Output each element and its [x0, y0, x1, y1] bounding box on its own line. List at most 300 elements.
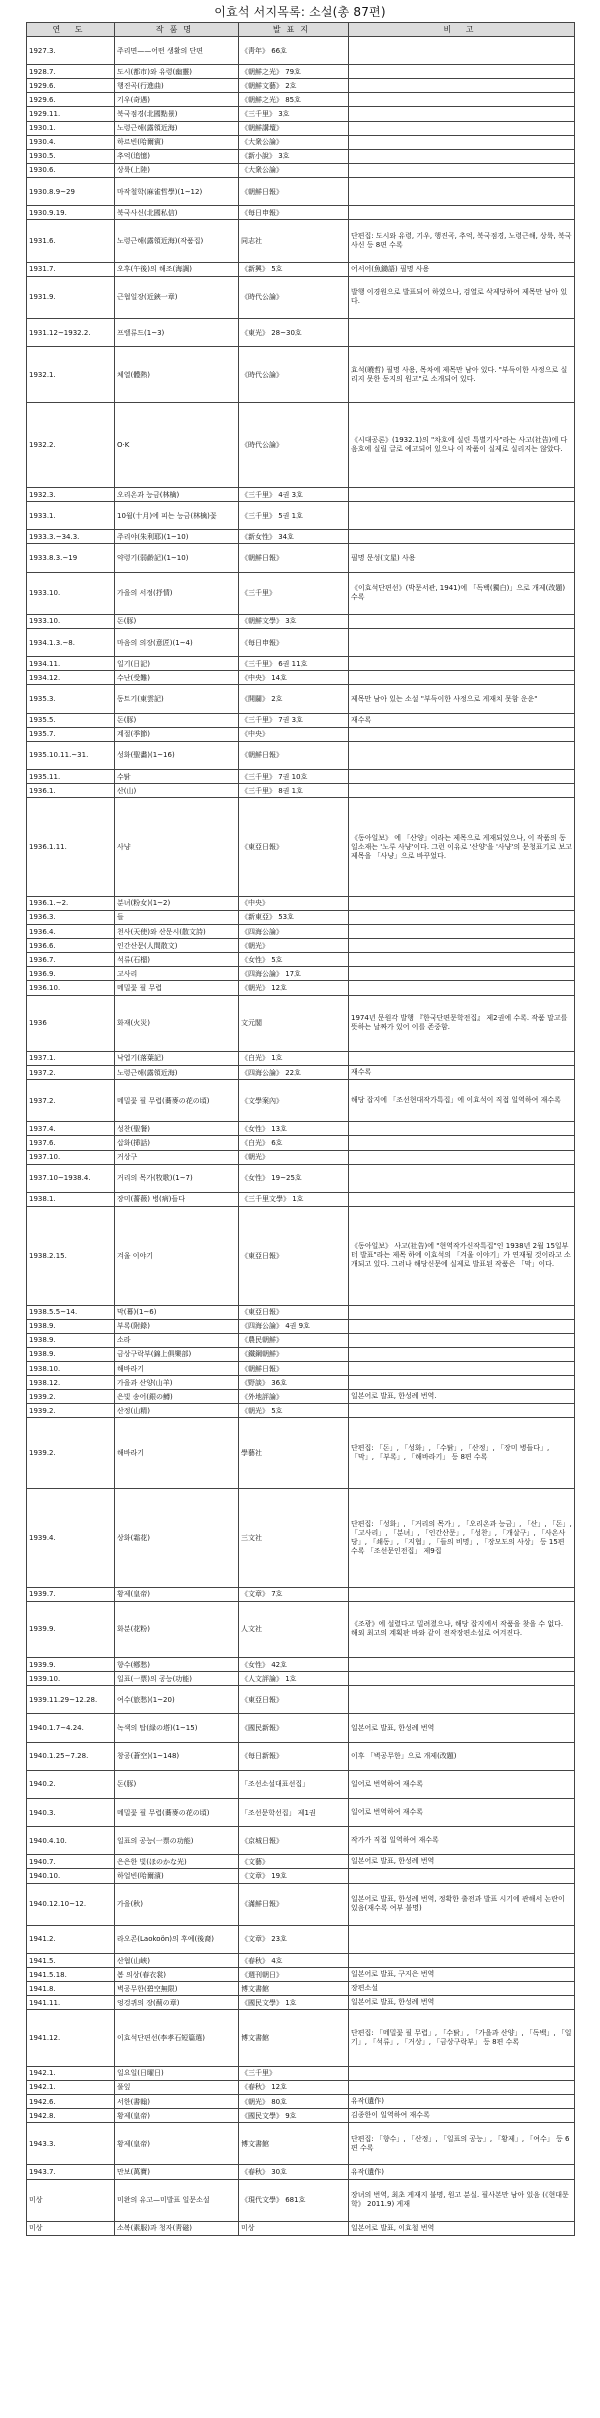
cell-note	[349, 741, 575, 769]
cell-work: 수탉	[115, 769, 239, 783]
cell-work: 노령근해(露領近海)	[115, 1065, 239, 1079]
table-row	[27, 657, 575, 671]
cell-publication: 《現代文學》 681호	[239, 2179, 349, 2221]
cell-publication: 《三千里》	[239, 2066, 349, 2080]
cell-note	[349, 149, 575, 163]
cell-year: 1938.2.15.	[27, 1206, 115, 1305]
cell-publication: 《文章》 23호	[239, 1925, 349, 1953]
cell-year: 1932.1.	[27, 347, 115, 403]
cell-publication: 《野談》 36호	[239, 1376, 349, 1390]
cell-note	[349, 1404, 575, 1418]
column-header-work: 작품명	[115, 23, 239, 37]
cell-publication: 《朝鮮日報》	[239, 741, 349, 769]
cell-publication: 《人文評論》 1호	[239, 1672, 349, 1686]
cell-publication: 學藝社	[239, 1418, 349, 1489]
table-row	[27, 276, 575, 318]
cell-work: 약령기(弱齡記)(1~10)	[115, 544, 239, 572]
cell-note	[349, 910, 575, 924]
cell-year: 1934.12.	[27, 671, 115, 685]
cell-year: 미상	[27, 2179, 115, 2221]
cell-year: 미상	[27, 2221, 115, 2235]
table-row	[27, 1601, 575, 1657]
cell-work: 풀잎	[115, 2080, 239, 2094]
cell-note: 유작(遺作)	[349, 2165, 575, 2179]
cell-work: 산(山)	[115, 784, 239, 798]
cell-work: 주리야(朱利耶)(1~10)	[115, 530, 239, 544]
cell-year: 1942.6.	[27, 2094, 115, 2108]
cell-publication: 《時代公論》	[239, 403, 349, 488]
cell-note	[349, 65, 575, 79]
cell-year: 1938.10.	[27, 1362, 115, 1376]
table-row	[27, 910, 575, 924]
cell-note	[349, 502, 575, 530]
works-table-body	[27, 37, 575, 2236]
cell-year: 1931.7.	[27, 262, 115, 276]
table-row	[27, 614, 575, 628]
cell-note	[349, 37, 575, 65]
table-row	[27, 967, 575, 981]
cell-publication: 《朝鮮之光》 79호	[239, 65, 349, 79]
table-row	[27, 121, 575, 135]
cell-publication: 《東光》 28~30호	[239, 318, 349, 346]
cell-publication: 《東亞日報》	[239, 1305, 349, 1319]
cell-work: 라오콘(Laokoön)의 후예(後裔)	[115, 1925, 239, 1953]
cell-work: 돈(豚)	[115, 713, 239, 727]
cell-publication: 《朝鮮日報》	[239, 177, 349, 205]
table-row	[27, 220, 575, 262]
table-row	[27, 925, 575, 939]
column-header-year: 연 도	[27, 23, 115, 37]
cell-publication: 《三千里》 3호	[239, 107, 349, 121]
cell-work: 추억(追憶)	[115, 149, 239, 163]
cell-work: 녹색의 탑(緑の塔)(1~15)	[115, 1714, 239, 1742]
cell-note	[349, 1051, 575, 1065]
cell-year: 1942.1.	[27, 2066, 115, 2080]
table-row	[27, 1672, 575, 1686]
cell-year: 1936.3.	[27, 910, 115, 924]
table-row	[27, 784, 575, 798]
cell-year: 1935.11.	[27, 769, 115, 783]
cell-note	[349, 135, 575, 149]
cell-note	[349, 981, 575, 995]
cell-work: O·K	[115, 403, 239, 488]
cell-year: 1937.2.	[27, 1080, 115, 1122]
cell-publication: 《三千里》 7권 10호	[239, 769, 349, 783]
cell-year: 1935.3.	[27, 685, 115, 713]
cell-work: 성화(聖畵)(1~16)	[115, 741, 239, 769]
cell-note	[349, 1192, 575, 1206]
cell-work: 북국점경(北國點景)	[115, 107, 239, 121]
cell-work: 분녀(粉女)(1~2)	[115, 896, 239, 910]
cell-year: 1940.1.25~7.28.	[27, 1742, 115, 1770]
cell-publication: 《滿鮮日報》	[239, 1883, 349, 1925]
cell-publication: 《朝鮮之光》 85호	[239, 93, 349, 107]
cell-note	[349, 488, 575, 502]
cell-work: 막(幕)(1~6)	[115, 1305, 239, 1319]
cell-note	[349, 93, 575, 107]
table-row	[27, 488, 575, 502]
cell-year: 1940.4.10.	[27, 1827, 115, 1855]
column-header-note: 비 고	[349, 23, 575, 37]
table-row	[27, 939, 575, 953]
table-row	[27, 1770, 575, 1798]
table-row	[27, 798, 575, 897]
table-row	[27, 2123, 575, 2165]
table-row	[27, 713, 575, 727]
cell-year: 1927.3.	[27, 37, 115, 65]
cell-publication: 《開闢》 2호	[239, 685, 349, 713]
cell-work: 일표(一票)의 공능(功能)	[115, 1672, 239, 1686]
table-row	[27, 2221, 575, 2235]
cell-year: 1939.10.	[27, 1672, 115, 1686]
cell-work: 오후(午後)의 해조(海調)	[115, 262, 239, 276]
cell-note: 발행 이경원으로 발표되어 하였으나, 검열로 삭제당하여 제목만 남아 있다.	[349, 276, 575, 318]
cell-work: 10월(十月)에 피는 능금(林檎)꽃	[115, 502, 239, 530]
table-row	[27, 1488, 575, 1587]
table-row	[27, 2179, 575, 2221]
cell-year: 1936.4.	[27, 925, 115, 939]
cell-year: 1935.5.	[27, 713, 115, 727]
cell-year: 1931.12~1932.2.	[27, 318, 115, 346]
cell-year: 1930.8.9~29	[27, 177, 115, 205]
cell-year: 1940.1.7~4.24.	[27, 1714, 115, 1742]
cell-note: 유작(遺作)	[349, 2094, 575, 2108]
cell-year: 1936.1.~2.	[27, 896, 115, 910]
cell-work: 사냥	[115, 798, 239, 897]
cell-year: 1938.5.5~14.	[27, 1305, 115, 1319]
cell-note	[349, 1954, 575, 1968]
table-row	[27, 1206, 575, 1305]
cell-year: 1939.9.	[27, 1601, 115, 1657]
table-row	[27, 671, 575, 685]
cell-work: 동트기(東雲記)	[115, 685, 239, 713]
cell-note	[349, 657, 575, 671]
cell-work: 서한(書翰)	[115, 2094, 239, 2108]
cell-note: 단편집: 「성화」, 「거리의 목가」, 「오리온과 능금」, 「산」, 「돈」, 「고사리」, 「분녀」, 「인간산문」, 「성찬」, 「개살구」, 「사온사당」, 「쇄동」, 「지협」, 「들의 비명」, 「장모도의 사상」 등 15편 수록 「조선문인전집」 제9집	[349, 1488, 575, 1587]
cell-work: 들	[115, 910, 239, 924]
cell-publication: 《三千里》	[239, 572, 349, 614]
cell-year: 1934.11.	[27, 657, 115, 671]
table-row	[27, 206, 575, 220]
cell-work: 소복(素服)과 청자(靑磁)	[115, 2221, 239, 2235]
cell-year: 1940.12.10~12.	[27, 1883, 115, 1925]
cell-work: 인간산문(人間散文)	[115, 939, 239, 953]
table-row	[27, 1982, 575, 1996]
cell-work: 소라	[115, 1333, 239, 1347]
cell-work: 미완의 유고—미발표 일문소설	[115, 2179, 239, 2221]
cell-year: 1929.6.	[27, 93, 115, 107]
cell-publication: 《三千里》 7권 3호	[239, 713, 349, 727]
cell-publication: 《中央》	[239, 896, 349, 910]
cell-note: 재수록	[349, 713, 575, 727]
table-row	[27, 502, 575, 530]
cell-note	[349, 2080, 575, 2094]
cell-work: 주리면——어떤 생활의 단편	[115, 37, 239, 65]
cell-year: 1943.3.	[27, 2123, 115, 2165]
cell-year: 1936.7.	[27, 953, 115, 967]
cell-note	[349, 1587, 575, 1601]
cell-note	[349, 530, 575, 544]
table-row	[27, 1051, 575, 1065]
cell-publication: 《大衆公論》	[239, 163, 349, 177]
cell-year: 1930.6.	[27, 163, 115, 177]
cell-work: 행진곡(行進曲)	[115, 79, 239, 93]
cell-note: 장편소설	[349, 1982, 575, 1996]
cell-work: 화분(花粉)	[115, 1601, 239, 1657]
cell-work: 산협(山峽)	[115, 1954, 239, 1968]
cell-note: 《동아일보》 사고(社告)에 "현역작가신작특집"인 1938년 2월 15일부터 발표"라는 제목 하에 이효석의 「겨울 이야기」가 연재될 것이라고 소개되고 있다. 그러나 해당신문에 실제로 발표된 작품은 「막」이다.	[349, 1206, 575, 1305]
column-header-publication: 발표지	[239, 23, 349, 37]
cell-publication: 《朝光》	[239, 939, 349, 953]
table-row	[27, 1855, 575, 1869]
cell-publication: 《國民文學》 1호	[239, 1996, 349, 2010]
cell-note	[349, 206, 575, 220]
cell-year: 1928.7.	[27, 65, 115, 79]
cell-work: 일요일(日曜日)	[115, 2066, 239, 2080]
cell-note: 일본어로 발표, 한성례 번역	[349, 1714, 575, 1742]
cell-year: 1938.9.	[27, 1347, 115, 1361]
cell-note: 일본어로 발표, 한성례 번역, 정확한 출전과 발표 시기에 관해서 논란이 있음(재수록 여부 불명)	[349, 1883, 575, 1925]
cell-work: 상륙(上陸)	[115, 163, 239, 177]
cell-note: 일어로 번역하여 재수록	[349, 1798, 575, 1826]
cell-year: 1932.3.	[27, 488, 115, 502]
cell-publication: 《春秋》 12호	[239, 2080, 349, 2094]
cell-work: 프렐류드(1~3)	[115, 318, 239, 346]
cell-year: 1937.2.	[27, 1065, 115, 1079]
cell-work: 은빛 송어(銀の鱒)	[115, 1390, 239, 1404]
cell-year: 1942.8.	[27, 2109, 115, 2123]
cell-year: 1933.1.	[27, 502, 115, 530]
table-row	[27, 163, 575, 177]
cell-publication: 《靑年》 66호	[239, 37, 349, 65]
cell-note	[349, 163, 575, 177]
table-row	[27, 572, 575, 614]
cell-note: 효석(曉哲) 필명 사용, 목차에 제목만 남아 있다. "부득이한 사정으로 실리지 못한 동지의 원고"로 소개되어 있다.	[349, 347, 575, 403]
cell-publication: 《白光》 6호	[239, 1136, 349, 1150]
table-row	[27, 177, 575, 205]
cell-publication: 《文藝》	[239, 1855, 349, 1869]
document-title: 이효석 서지목록: 소설(총 87편)	[214, 5, 386, 19]
cell-work: 근협일장(近鋏一章)	[115, 276, 239, 318]
cell-publication: 《時代公論》	[239, 347, 349, 403]
cell-publication: 《三千里》 4권 3호	[239, 488, 349, 502]
cell-note: 일본어로 발표, 한성례 번역	[349, 1855, 575, 1869]
cell-note	[349, 896, 575, 910]
table-row	[27, 107, 575, 121]
cell-year: 1936	[27, 995, 115, 1051]
cell-note: 일본어로 발표, 한성례 번역.	[349, 1390, 575, 1404]
table-row	[27, 1150, 575, 1164]
cell-work: 마음의 의장(意匠)(1~4)	[115, 629, 239, 657]
cell-work: 가을과 산양(山羊)	[115, 1376, 239, 1390]
table-row	[27, 1080, 575, 1122]
table-row	[27, 1418, 575, 1489]
cell-work: 일표의 공능(一票の功能)	[115, 1827, 239, 1855]
cell-year: 1940.7.	[27, 1855, 115, 1869]
table-row	[27, 769, 575, 783]
cell-publication: 《大衆公論》	[239, 135, 349, 149]
cell-year: 1931.9.	[27, 276, 115, 318]
cell-year: 1937.10.	[27, 1150, 115, 1164]
cell-publication: 미상	[239, 2221, 349, 2235]
cell-publication: 《外地評論》	[239, 1390, 349, 1404]
cell-year: 1941.5.	[27, 1954, 115, 1968]
table-row	[27, 1333, 575, 1347]
cell-year: 1936.9.	[27, 967, 115, 981]
table-row	[27, 1404, 575, 1418]
cell-note	[349, 2066, 575, 2080]
cell-work: 만보(萬寶)	[115, 2165, 239, 2179]
cell-publication: 《每日申報》	[239, 629, 349, 657]
table-row	[27, 1376, 575, 1390]
cell-note	[349, 925, 575, 939]
table-row	[27, 2066, 575, 2080]
cell-note	[349, 1925, 575, 1953]
cell-note: 작가가 직접 일역하여 재수록	[349, 1827, 575, 1855]
cell-note	[349, 1362, 575, 1376]
cell-publication: 《文學案內》	[239, 1080, 349, 1122]
table-row	[27, 37, 575, 65]
cell-year: 1933.10.	[27, 614, 115, 628]
cell-year: 1940.10.	[27, 1869, 115, 1883]
cell-work: 노령근해(露領近海)	[115, 121, 239, 135]
cell-work: 겨울 이야기	[115, 1206, 239, 1305]
cell-publication: 《國民文學》 9호	[239, 2109, 349, 2123]
cell-work: 돈(豚)	[115, 614, 239, 628]
cell-publication: 《三千里文學》 1호	[239, 1192, 349, 1206]
cell-year: 1937.10~1938.4.	[27, 1164, 115, 1192]
cell-year: 1940.2.	[27, 1770, 115, 1798]
cell-year: 1933.10.	[27, 572, 115, 614]
cell-note: 일본어로 발표, 구지은 번역	[349, 1968, 575, 1982]
cell-year: 1931.6.	[27, 220, 115, 262]
cell-work: 메밀꽃 필 무렵(蕎麥の花の頃)	[115, 1080, 239, 1122]
cell-note: 1974년 문원각 발행 『한국단편문학전집』 제2권에 수록. 작품 말고를 뜻하는 날짜가 있어 이를 존중함.	[349, 995, 575, 1051]
cell-year: 1942.1.	[27, 2080, 115, 2094]
cell-publication: 《國民新報》	[239, 1714, 349, 1742]
table-row	[27, 896, 575, 910]
cell-year: 1939.11.29~12.28.	[27, 1686, 115, 1714]
table-row	[27, 1954, 575, 1968]
cell-note	[349, 967, 575, 981]
cell-note	[349, 1136, 575, 1150]
cell-work: 체열(體熱)	[115, 347, 239, 403]
cell-publication: 《三千里》 6권 11호	[239, 657, 349, 671]
cell-publication: 《農民朝鮮》	[239, 1333, 349, 1347]
table-row	[27, 262, 575, 276]
cell-note	[349, 1869, 575, 1883]
table-row	[27, 1925, 575, 1953]
table-row	[27, 1065, 575, 1079]
cell-note: 재수록	[349, 1065, 575, 1079]
cell-year: 1937.6.	[27, 1136, 115, 1150]
cell-year: 1939.9.	[27, 1658, 115, 1672]
cell-work: 돈(豚)	[115, 1770, 239, 1798]
cell-work: 수난(受難)	[115, 671, 239, 685]
cell-work: 가을의 서정(抒情)	[115, 572, 239, 614]
cell-publication: 同志社	[239, 220, 349, 262]
cell-publication: 《女性》 13호	[239, 1122, 349, 1136]
table-row	[27, 403, 575, 488]
cell-publication: 《中央》 14호	[239, 671, 349, 685]
cell-publication: 《東亞日報》	[239, 798, 349, 897]
cell-note: 김종한이 일역하여 재수록	[349, 2109, 575, 2123]
cell-work: 도시(都市)와 유령(幽靈)	[115, 65, 239, 79]
cell-publication: 《女性》 19~25호	[239, 1164, 349, 1192]
table-header-row	[27, 23, 575, 37]
cell-year: 1929.11.	[27, 107, 115, 121]
cell-work: 북국사신(北國私信)	[115, 206, 239, 220]
table-row	[27, 995, 575, 1051]
cell-work: 금상구락부(錦上俱樂部)	[115, 1347, 239, 1361]
cell-note: 일본어로 발표, 이효철 번역	[349, 2221, 575, 2235]
cell-year: 1938.9.	[27, 1319, 115, 1333]
table-row	[27, 149, 575, 163]
cell-publication: 《四海公論》 4권 9호	[239, 1319, 349, 1333]
cell-work: 메밀꽃 필 무렵	[115, 981, 239, 995]
cell-work: 노령근해(露領近海)(작품집)	[115, 220, 239, 262]
cell-note: 단편집: 「돈」, 「성화」, 「수탉」, 「산정」, 「장미 병들다」, 「막」, 「부록」, 「해바라기」 등 8편 수록	[349, 1418, 575, 1489]
cell-publication: 《文章》 7호	[239, 1587, 349, 1601]
cell-publication: 《四海公論》 22호	[239, 1065, 349, 1079]
cell-note	[349, 1333, 575, 1347]
table-row	[27, 1996, 575, 2010]
cell-year: 1939.2.	[27, 1404, 115, 1418]
table-row	[27, 953, 575, 967]
cell-work: 성찬(聖餐)	[115, 1122, 239, 1136]
table-row	[27, 1362, 575, 1376]
cell-year: 1929.6.	[27, 79, 115, 93]
cell-note	[349, 629, 575, 657]
cell-year: 1941.8.	[27, 1982, 115, 1996]
cell-note	[349, 121, 575, 135]
cell-work: 석류(石榴)	[115, 953, 239, 967]
cell-publication: 《東亞日報》	[239, 1206, 349, 1305]
table-row	[27, 135, 575, 149]
cell-work: 마작철학(麻雀哲學)(1~12)	[115, 177, 239, 205]
cell-work: 여수(旅愁)(1~20)	[115, 1686, 239, 1714]
cell-publication: 《新女性》 34호	[239, 530, 349, 544]
table-row	[27, 727, 575, 741]
cell-note: 제목만 남아 있는 소설 "부득이한 사정으로 게재치 못함 운운"	[349, 685, 575, 713]
cell-work: 해바라기	[115, 1418, 239, 1489]
cell-year: 1930.5.	[27, 149, 115, 163]
cell-publication: 「조선소설대표선집」	[239, 1770, 349, 1798]
cell-year: 1943.7.	[27, 2165, 115, 2179]
table-row	[27, 1164, 575, 1192]
cell-publication: 《四海公論》 17호	[239, 967, 349, 981]
cell-year: 1934.1.3.~8.	[27, 629, 115, 657]
cell-note: 단편집: 도시와 유령, 기우, 행진곡, 추억, 북국점경, 노령근해, 상륙, 북국사신 등 8편 수록	[349, 220, 575, 262]
cell-note: 일본어로 발표, 한성례 번역	[349, 1996, 575, 2010]
cell-year: 1930.1.	[27, 121, 115, 135]
cell-work: 장미(薔薇) 병(病)들다	[115, 1192, 239, 1206]
cell-publication: 《三千里》 8권 1호	[239, 784, 349, 798]
cell-year: 1930.4.	[27, 135, 115, 149]
cell-year: 1939.4.	[27, 1488, 115, 1587]
cell-work: 벽공무한(碧空無限)	[115, 1982, 239, 1996]
cell-publication: 《鐵鋼朝鮮》	[239, 1347, 349, 1361]
cell-work: 창공(蒼空)(1~148)	[115, 1742, 239, 1770]
cell-note	[349, 769, 575, 783]
table-row	[27, 65, 575, 79]
cell-publication: 《朝鮮文藝》 2호	[239, 79, 349, 93]
cell-work: 하얼빈(哈爾濱)	[115, 1869, 239, 1883]
cell-work: 기우(奇遇)	[115, 93, 239, 107]
cell-note: 일어로 번역하여 재수록	[349, 1770, 575, 1798]
cell-year: 1932.2.	[27, 403, 115, 488]
cell-note: 단편집: 「향수」, 「산정」, 「일표의 공능」, 「황제」, 「여수」 등 6편 수록	[349, 2123, 575, 2165]
